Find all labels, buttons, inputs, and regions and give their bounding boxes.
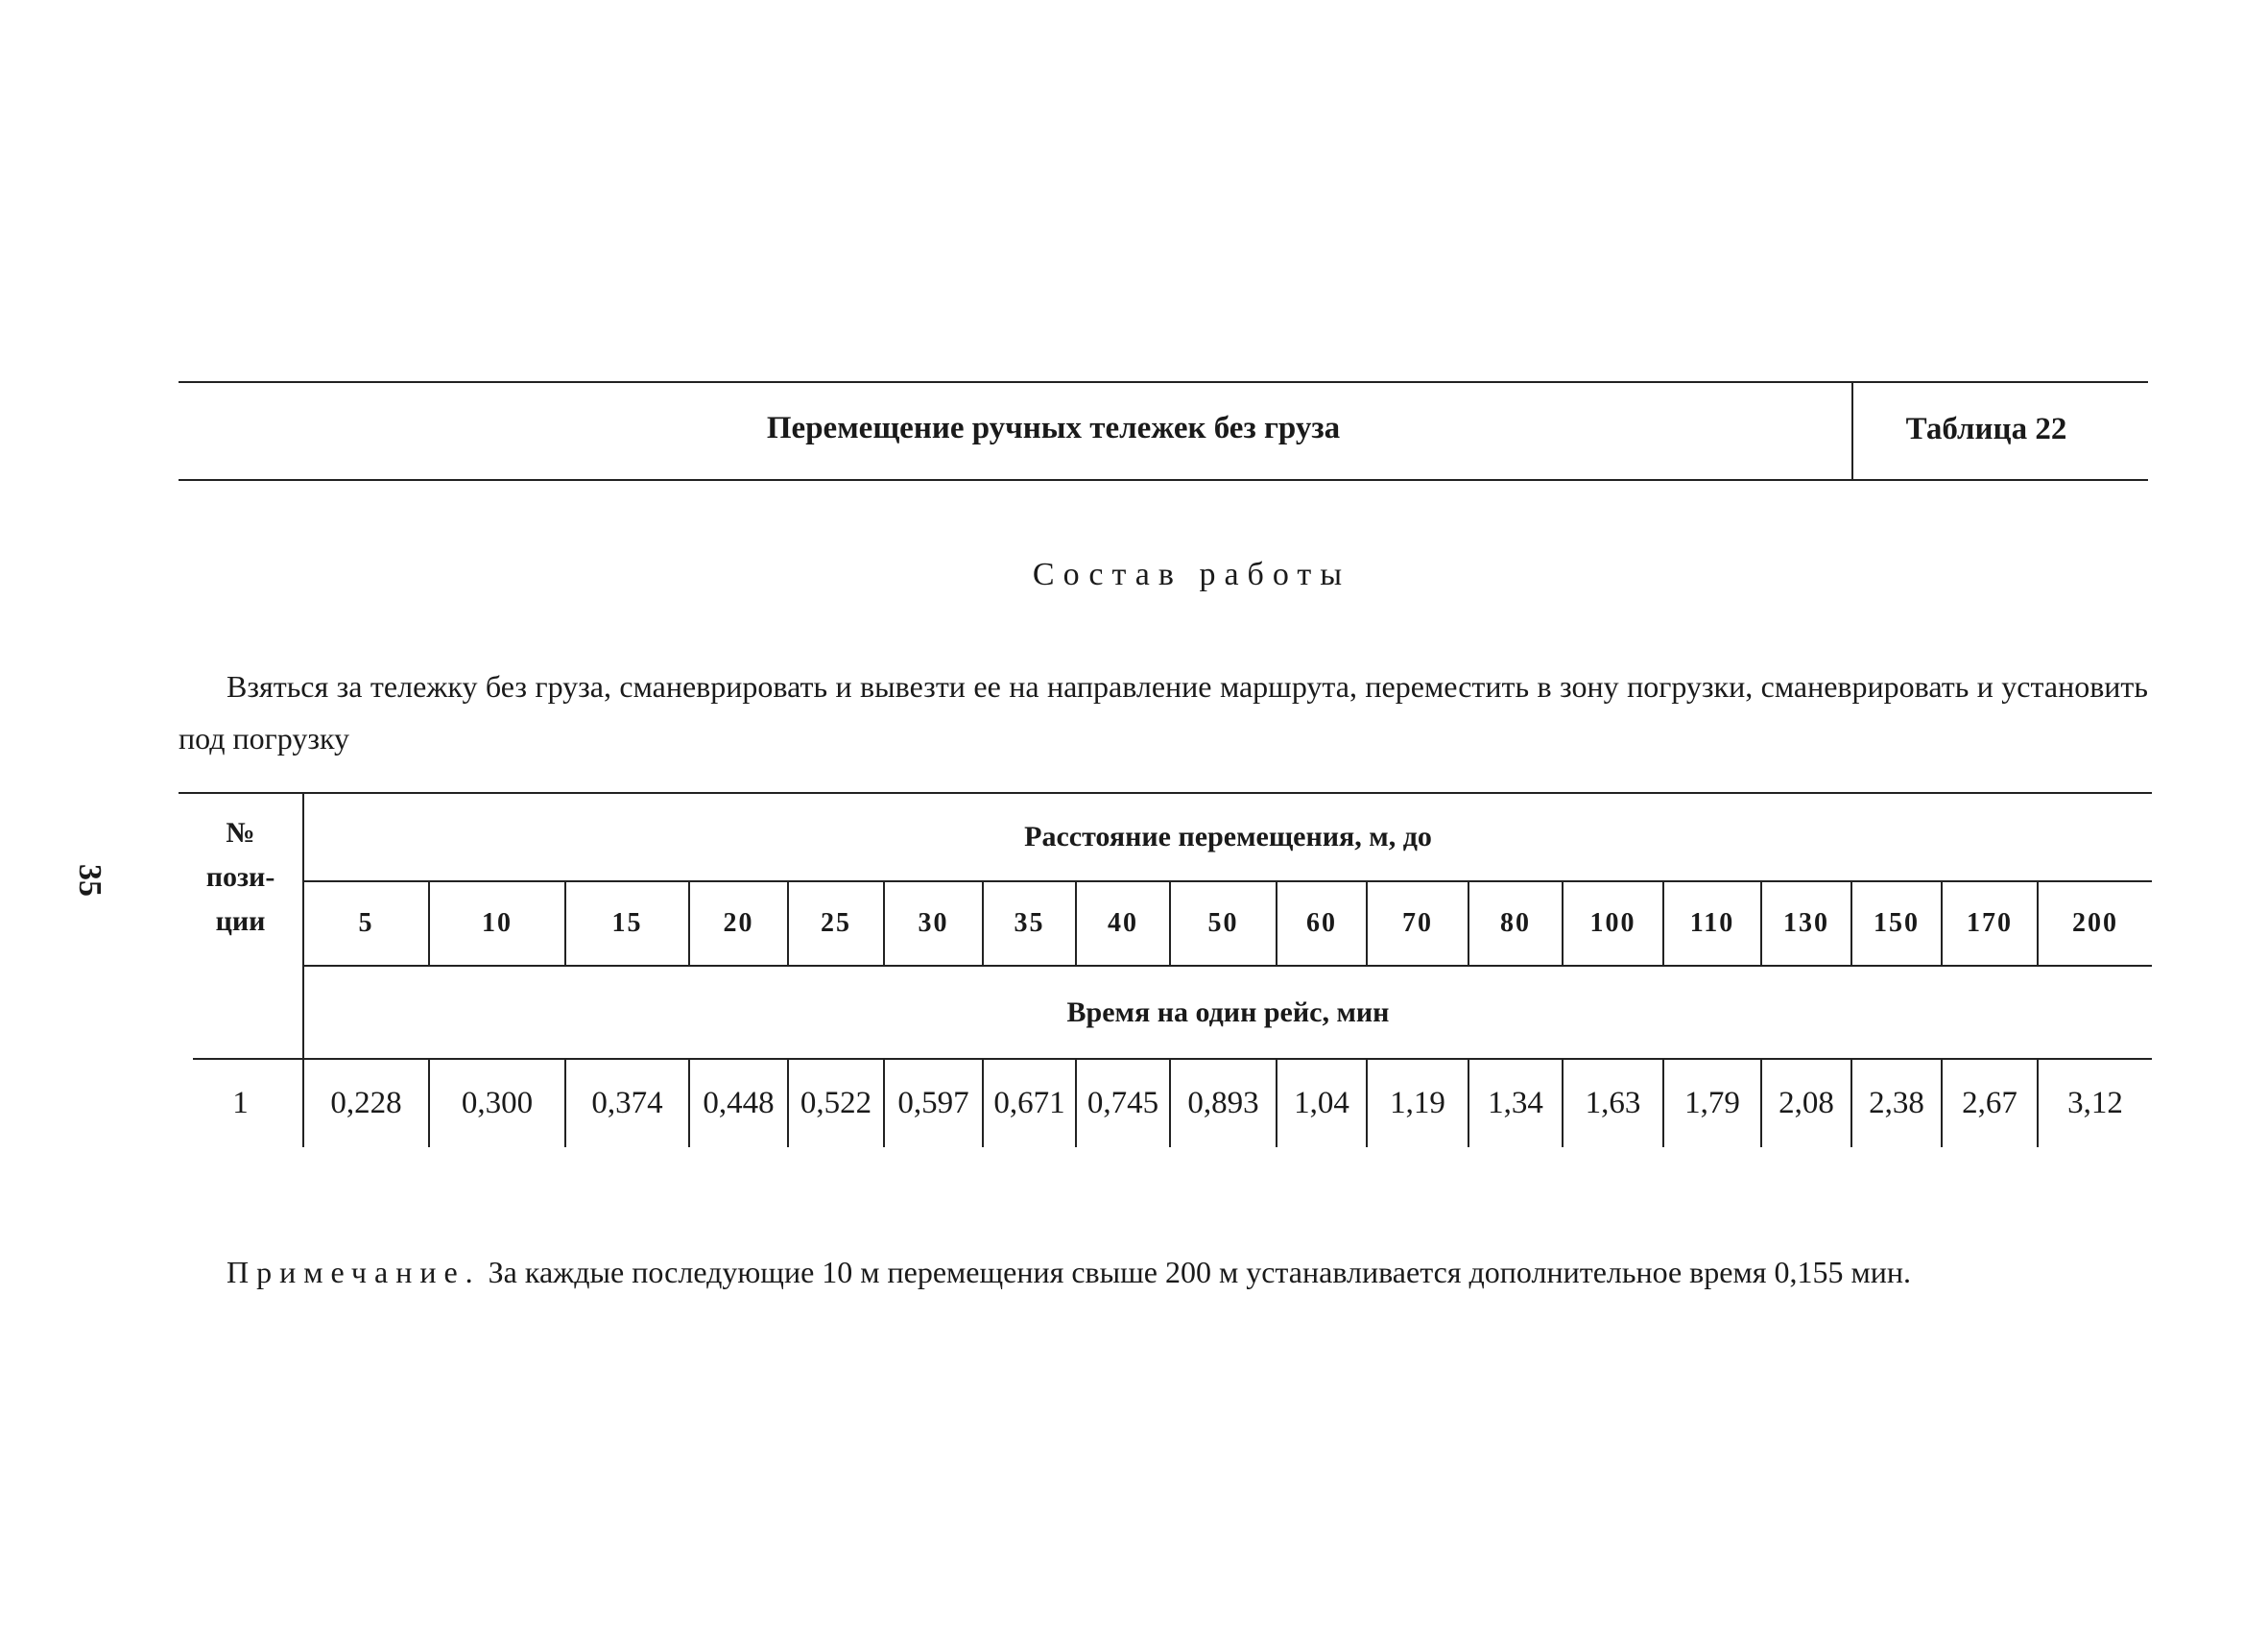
time-value-cell: 1,63 xyxy=(1585,1085,1641,1120)
distance-cell: 60 xyxy=(1306,908,1337,938)
distance-cell: 170 xyxy=(1967,908,2013,938)
distance-cell: 50 xyxy=(1207,908,1239,938)
distance-cell: 15 xyxy=(611,908,643,938)
time-value-cell: 1,79 xyxy=(1684,1085,1740,1120)
time-value-cell: 2,67 xyxy=(1962,1085,2017,1120)
distance-cell: 150 xyxy=(1874,908,1920,938)
distance-cell: 30 xyxy=(918,908,949,938)
position-header-text: № пози-ции xyxy=(205,817,275,937)
table-title: Перемещение ручных тележек без груза xyxy=(766,411,1341,445)
time-value-cell: 0,671 xyxy=(993,1085,1065,1120)
page-number: 35 xyxy=(72,864,107,897)
distance-cell: 130 xyxy=(1783,908,1829,938)
work-description: Взяться за тележку без груза, сманеврировать и вывезти ее на направление маршрута, переместить в зону погрузки, сманеврировать и установить под погрузку xyxy=(179,669,2148,756)
time-value-cell: 0,522 xyxy=(800,1085,872,1120)
distance-cell: 20 xyxy=(723,908,754,938)
distance-cell: 10 xyxy=(482,908,513,938)
note xyxy=(179,1246,2148,1299)
time-value-cell: 2,38 xyxy=(1869,1085,1924,1120)
section-heading: Состав работы xyxy=(1032,557,1351,592)
time-value-cell: 0,228 xyxy=(330,1085,402,1120)
note-text: За каждые последующие 10 м перемещения свыше 200 м устанавливается дополнительное время 0,155 мин. xyxy=(488,1255,1911,1289)
time-value-cell: 1,34 xyxy=(1488,1085,1543,1120)
time-value-cell: 3,12 xyxy=(2067,1085,2123,1120)
distance-header: Расстояние перемещения, м, до xyxy=(1024,821,1432,852)
row-position: 1 xyxy=(232,1085,249,1120)
time-value-cell: 1,04 xyxy=(1294,1085,1349,1120)
time-value-cell: 0,300 xyxy=(461,1085,534,1120)
distance-cell: 200 xyxy=(2072,908,2118,938)
table-title-block xyxy=(179,381,2148,481)
time-value-cell: 0,448 xyxy=(703,1085,775,1120)
time-value-cell: 0,597 xyxy=(897,1085,969,1120)
table-number-label: Таблица 22 xyxy=(1905,412,2067,446)
time-value-cell: 0,745 xyxy=(1086,1085,1159,1120)
time-value-cell: 0,893 xyxy=(1187,1085,1259,1120)
distance-cell: 100 xyxy=(1589,908,1636,938)
time-value-cell: 0,374 xyxy=(591,1085,663,1120)
distance-cell: 80 xyxy=(1500,908,1531,938)
time-value-cell: 2,08 xyxy=(1779,1085,1834,1120)
norm-table xyxy=(179,792,2152,1152)
time-value-cell: 1,19 xyxy=(1390,1085,1445,1120)
distance-cell: 25 xyxy=(821,908,851,938)
distance-cell: 70 xyxy=(1402,908,1433,938)
position-header xyxy=(179,811,302,1032)
distance-cell: 5 xyxy=(358,908,374,938)
note-label: Примечание. xyxy=(227,1255,481,1289)
time-header: Время на один рейс, мин xyxy=(1066,996,1390,1028)
distance-cell: 110 xyxy=(1689,908,1735,938)
distance-cell: 40 xyxy=(1108,908,1138,938)
distance-cell: 35 xyxy=(1014,908,1045,938)
